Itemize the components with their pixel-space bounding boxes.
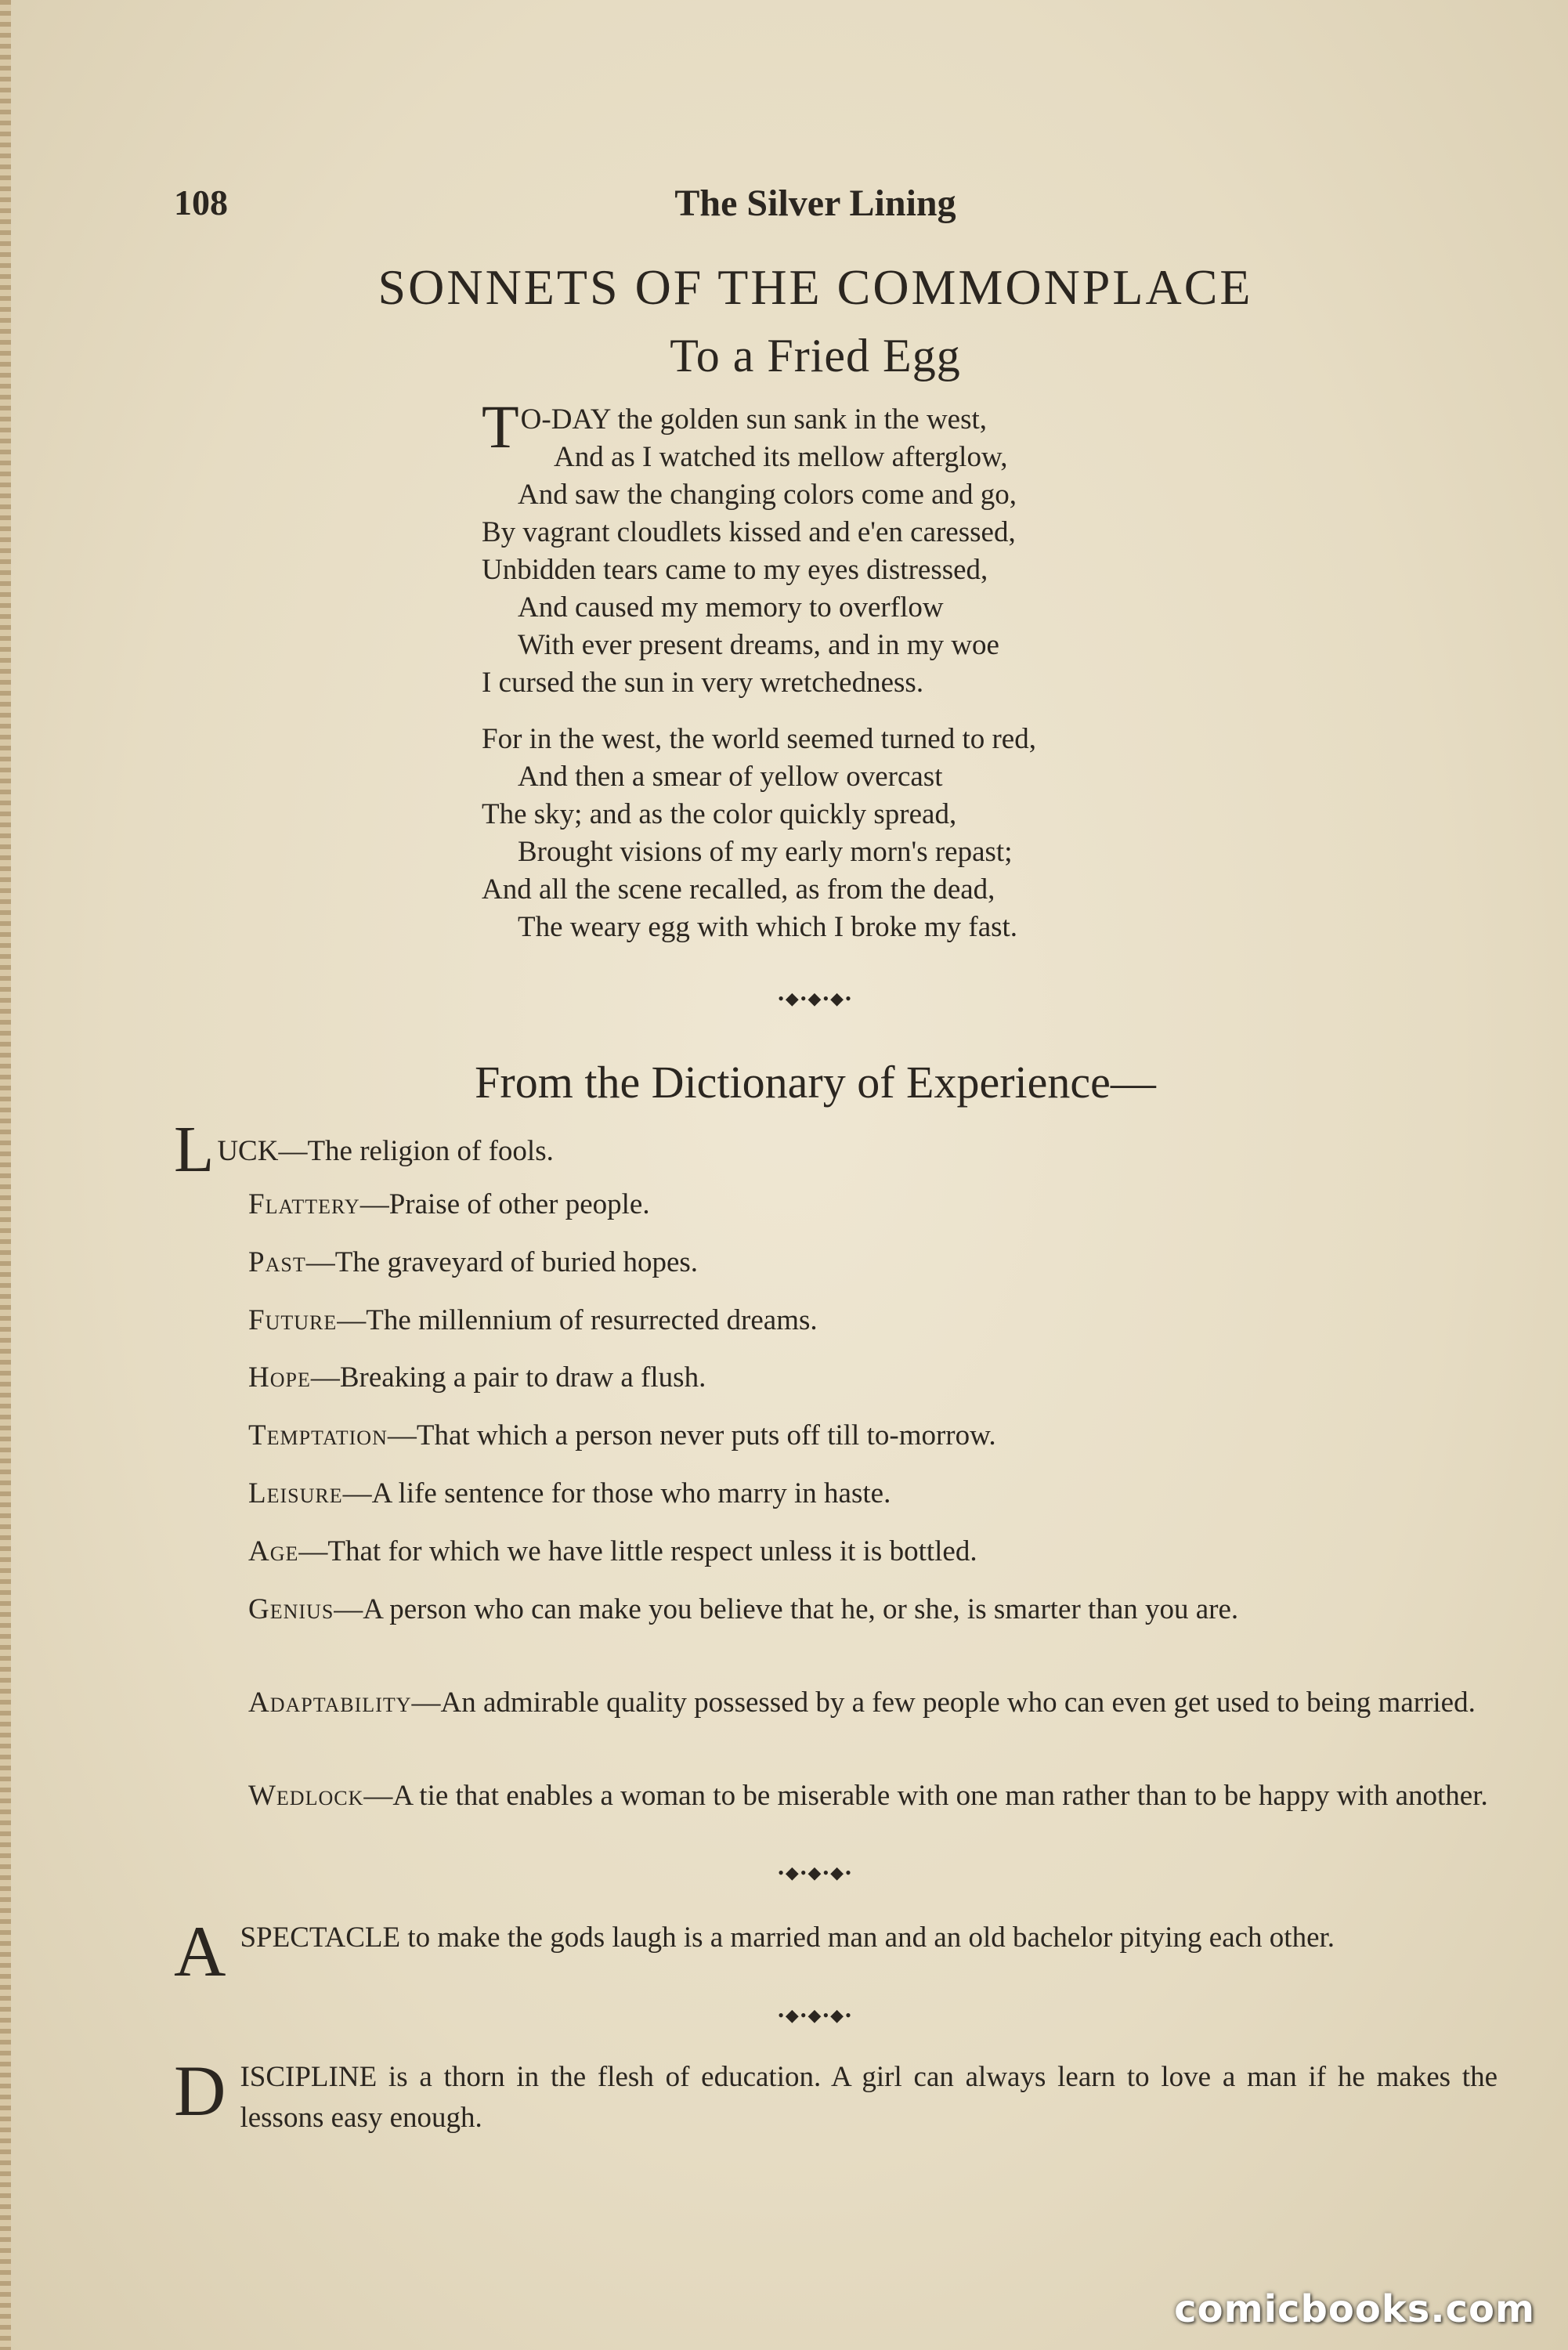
paragraph-text: SPECTACLE to make the gods laugh is a married man and an old bachelor pitying each other. [240,1922,1335,1954]
dictionary-entry [174,1300,1498,1341]
poem-line: And then a smear of yellow overcast [518,761,943,793]
running-title: The Silver Lining [674,183,956,224]
entry-definition: —The graveyard of buried hopes. [305,1246,699,1278]
poem-line: And as I watched its mellow afterglow, [554,441,1008,473]
dictionary-entry [174,1473,1498,1514]
poem-line: For in the west, the world seemed turned to red, [482,723,1036,755]
entry-definition: —A tie that enables a woman to be miserable with one man rather than to be happy with another. [363,1780,1488,1812]
poem-line: With ever present dreams, and in my woe [518,629,999,661]
watermark: comicbooks.com [1174,2287,1535,2331]
poem-line: Brought visions of my early morn's repast; [518,836,1013,868]
sonnet-section-title: SONNETS OF THE COMMONPLACE [378,259,1253,315]
poem-line: By vagrant cloudlets kissed and e'en caressed, [482,516,1016,548]
ornament-divider: •◆•◆•◆• [778,2005,853,2025]
entry-definition: —The millennium of resurrected dreams. [337,1304,818,1336]
sonnet-stanza-2 [482,721,1343,946]
ornament-divider: •◆•◆•◆• [778,989,853,1008]
entry-term: Past [248,1246,306,1278]
ornament-divider: •◆•◆•◆• [778,1863,853,1882]
poem-line: And caused my memory to overflow [518,591,944,624]
drop-cap: L [174,1113,215,1186]
entry-definition: —Praise of other people. [359,1188,650,1220]
entry-definition: —A person who can make you believe that he, or she, is smarter than you are. [334,1593,1239,1625]
entry-term: Future [248,1304,338,1336]
discipline-paragraph [174,2051,1498,2138]
dictionary-entry [174,1776,1498,1817]
poem-line: Unbidden tears came to my eyes distressed, [482,554,988,586]
entry-term: UCK [217,1135,279,1167]
entry-definition: —A life sentence for those who marry in haste. [342,1477,891,1509]
dictionary-entry [174,1358,1498,1398]
entry-definition: —Breaking a pair to draw a flush. [310,1361,706,1394]
entry-term: Adaptability [248,1687,412,1719]
entry-definition: —That which a person never puts off till to-morrow. [387,1419,996,1452]
entry-term: Temptation [248,1419,388,1452]
dictionary-entry-first [174,1113,554,1186]
poem-line: The weary egg with which I broke my fast. [518,911,1018,943]
dictionary-entry [174,1415,1498,1456]
drop-cap: T [482,392,519,461]
paragraph-text: ISCIPLINE is a thorn in the flesh of education. A girl can always learn to love a man if he makes the lessons easy enough. [240,2061,1498,2134]
page-number: 108 [174,183,228,222]
entry-term: Hope [248,1361,311,1394]
dictionary-entry [174,1184,1498,1225]
drop-cap: D [174,2051,226,2131]
poem-line: I cursed the sun in very wretchedness. [482,667,924,699]
entry-definition: —The religion of fools. [278,1135,554,1167]
page-header [0,182,1568,229]
sonnet-subtitle: To a Fried Egg [670,330,961,381]
dictionary-title: From the Dictionary of Experience— [475,1057,1156,1108]
drop-cap: A [174,1911,226,1991]
poem-line: The sky; and as the color quickly spread, [482,798,957,830]
dictionary-entry [174,1531,1498,1572]
entry-term: Leisure [248,1477,343,1509]
entry-definition: —That for which we have little respect unless it is bottled. [298,1535,977,1567]
entry-term: Age [248,1535,299,1567]
entry-term: Genius [248,1593,334,1625]
dictionary-entry [174,1589,1498,1630]
poem-line: And saw the changing colors come and go, [518,479,1017,511]
poem-line: And all the scene recalled, as from the dead, [482,873,995,906]
entry-term: Flattery [248,1188,360,1220]
entry-term: Wedlock [248,1780,364,1812]
entry-definition: —An admirable quality possessed by a few people who can even get used to being married. [411,1687,1476,1719]
dictionary-entry [174,1683,1498,1723]
spectacle-paragraph [174,1911,1498,1991]
sonnet-stanza-1 [482,392,1343,702]
poem-line: T O-DAY the golden sun sank in the west, [482,392,988,461]
dictionary-entry [174,1242,1498,1283]
